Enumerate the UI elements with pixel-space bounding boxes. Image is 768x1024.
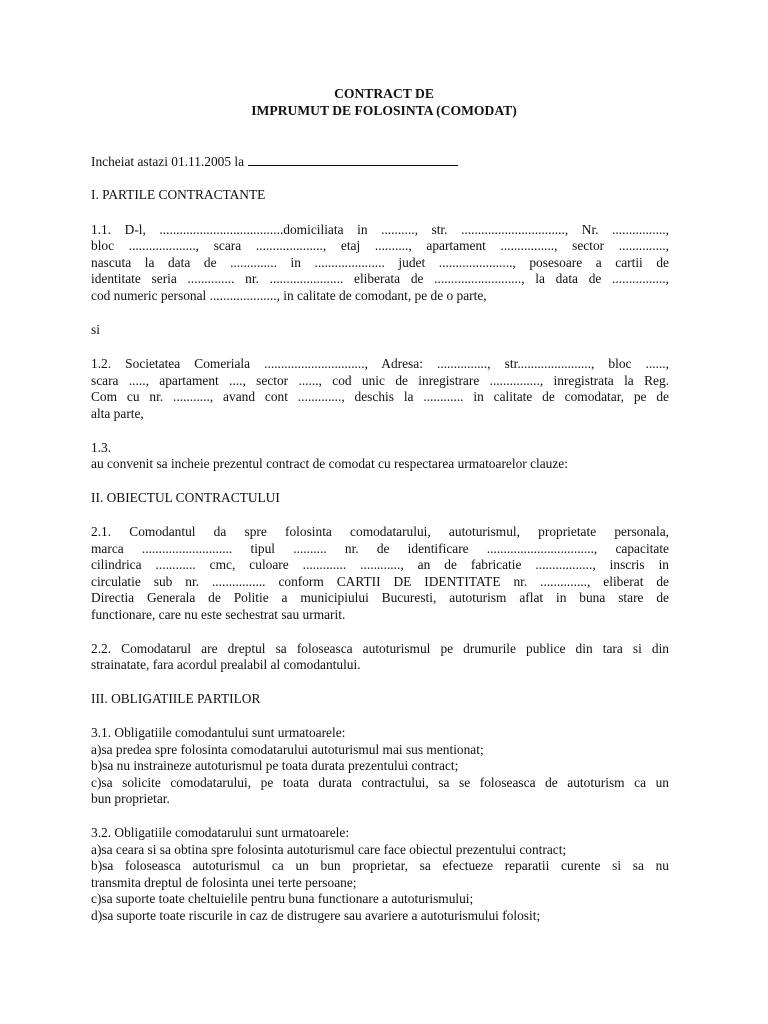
- paragraph-line: bloc ...................., scara ...................., etaj .........., apartament ................, sector ..............,: [91, 238, 669, 253]
- intro-text: Incheiat astazi 01.11.2005 la: [91, 154, 245, 169]
- paragraph-line: scara ....., apartament ...., sector ......, cod unic de inregistrare ..............., inregistrata la Reg.: [91, 373, 669, 388]
- list-item: a)sa ceara si sa obtina spre folosinta autoturismul care face obiectul prezentului contract;: [91, 842, 567, 857]
- intro-line: [91, 153, 458, 171]
- paragraph-line: 2.1. Comodantul da spre folosinta comodatarului, autoturismul, proprietate personala,: [91, 524, 669, 539]
- paragraph-line: circulatie sub nr. ................ conform CARTII DE IDENTITATE nr. .............., eliberat de: [91, 574, 669, 589]
- paragraph-line: functionare, care nu este sechestrat sau urmarit.: [91, 607, 346, 622]
- paragraph-line: 1.2. Societatea Comeriala .............................., Adresa: ..............., str......................, bloc ......,: [91, 356, 669, 371]
- paragraph-line: 3.2. Obligatiile comodatarului sunt urmatoarele:: [91, 825, 350, 840]
- paragraph-line: strainatate, fara acordul prealabil al comodantului.: [91, 657, 361, 672]
- paragraph-line: alta parte,: [91, 406, 144, 421]
- paragraph-line: Com cu nr. ..........., avand cont ............., deschis la ............ in calitate de comodatar, pe de: [91, 389, 669, 404]
- section-heading-parties: I. PARTILE CONTRACTANTE: [91, 187, 266, 202]
- conjunction-si: si: [91, 322, 100, 337]
- list-item: a)sa predea spre folosinta comodatarului autoturismul mai sus mentionat;: [91, 742, 484, 757]
- paragraph-line: 2.2. Comodatarul are dreptul sa foloseasca autoturismul pe drumurile publice din tara si din: [91, 641, 669, 656]
- list-item: bun proprietar.: [91, 791, 170, 806]
- clause-number: 1.3.: [91, 440, 112, 455]
- paragraph-line: au convenit sa incheie prezentul contract de comodat cu respectarea urmatoarelor clauze:: [91, 456, 568, 471]
- list-item: b)sa nu instraineze autoturismul pe toata durata prezentului contract;: [91, 758, 459, 773]
- paragraph-line: cilindrica ............ cmc, culoare ............. ............, an de fabricatie ................., inscris in: [91, 557, 669, 572]
- paragraph-line: marca ........................... tipul .......... nr. de identificare ................................, capacitate: [91, 541, 669, 556]
- paragraph-line: Directia Generala de Politie a municipiului Bucuresti, autoturism aflat in buna stare de: [91, 590, 669, 605]
- paragraph-line: 1.1. D-l, .....................................domiciliata in .........., str. ..............................., Nr. ................,: [91, 222, 669, 237]
- document-title: CONTRACT DE: [334, 86, 434, 101]
- paragraph-line: 3.1. Obligatiile comodantului sunt urmatoarele:: [91, 725, 346, 740]
- paragraph-line: identitate seria .............. nr. ...................... eliberata de .........................., la data de ................,: [91, 271, 669, 286]
- paragraph-line: nascuta la data de .............. in ..................... judet ......................, posesoare a cartii de: [91, 255, 669, 270]
- list-item: c)sa suporte toate cheltuielile pentru buna functionare a autoturismului;: [91, 891, 474, 906]
- list-item: transmita dreptul de folosinta unei terte persoane;: [91, 875, 357, 890]
- list-item: d)sa suporte toate riscurile in caz de distrugere sau avariere a autoturismului folosit;: [91, 908, 541, 923]
- list-item: b)sa foloseasca autoturismul ca un bun proprietar, sa efectueze reparatii curente si sa nu: [91, 858, 669, 873]
- document-subtitle: IMPRUMUT DE FOLOSINTA (COMODAT): [251, 103, 517, 118]
- place-blank: [248, 153, 458, 166]
- section-heading-object: II. OBIECTUL CONTRACTULUI: [91, 490, 280, 505]
- section-heading-obligations: III. OBLIGATIILE PARTILOR: [91, 691, 261, 706]
- list-item: c)sa solicite comodatarului, pe toata durata contractului, sa se foloseasca de autoturism ca un: [91, 775, 669, 790]
- paragraph-line: cod numeric personal ...................., in calitate de comodant, pe de o parte,: [91, 288, 487, 303]
